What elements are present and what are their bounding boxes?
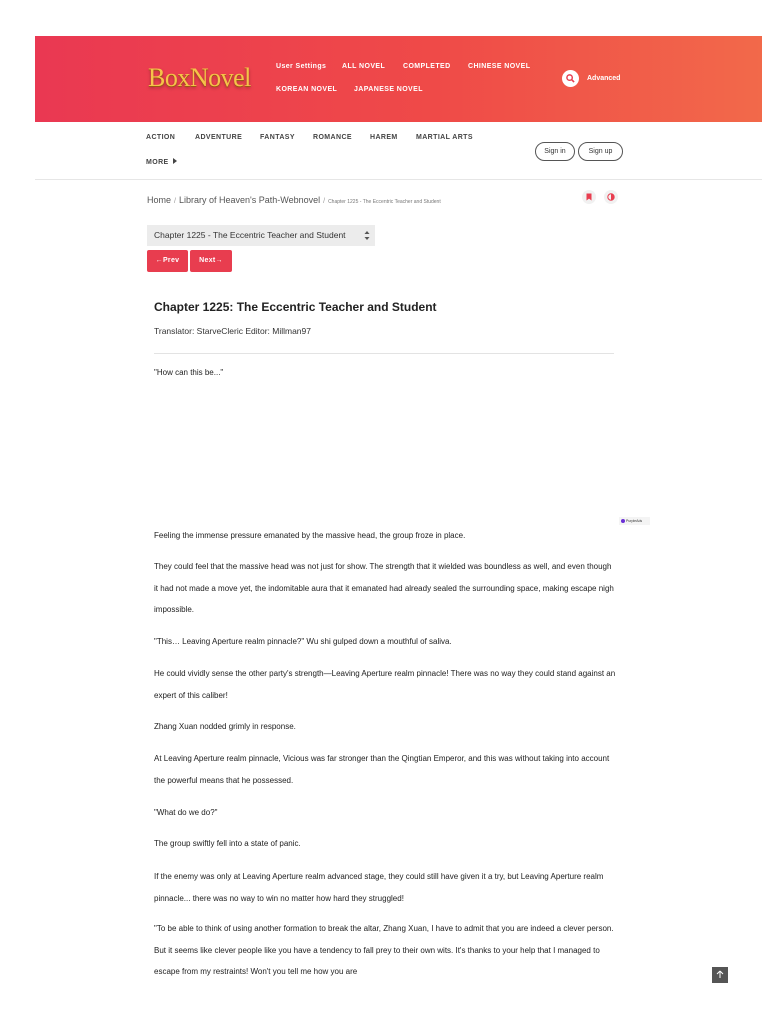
night-mode-toggle[interactable] [604,190,618,204]
breadcrumb-separator: / [323,198,326,205]
chapter-paragraph: If the enemy was only at Leaving Aperture realm advanced stage, they could still have given it a try, but Leaving Aperture realm pinnacle... there was no way to win no matter how hard they struggled! [154,872,604,903]
prev-chapter-button[interactable]: ←Prev [147,250,188,272]
nav-all-novel[interactable]: ALL NOVEL [342,63,386,70]
breadcrumb-separator: / [174,198,176,205]
chapter-title: Chapter 1225: The Eccentric Teacher and Student [154,300,437,314]
genre-more[interactable] [146,158,177,166]
genre-action[interactable]: ACTION [146,134,176,141]
chapter-paragraph: "To be able to think of using another formation to break the altar, Zhang Xuan, I have to admit that you are indeed a clever person. But it seems like clever people like you have a tendency to fall prey to their own wits. It's thanks to your help that I managed to escape from my restraints! Won't you tell me how you are [154,924,614,976]
bookmark-icon [585,193,593,201]
sign-up-button[interactable]: Sign up [578,142,623,161]
arrow-up-icon [716,970,724,979]
contrast-icon [607,193,615,201]
chapter-paragraph: Zhang Xuan nodded grimly in response. [154,722,296,731]
chapter-paragraph: They could feel that the massive head was not just for show. The strength that it wielded was boundless as well, and even though it had not made a move yet, the indomitable aura that it emanated had already sealed the surrounding space, making escape nigh impossible. [154,562,614,614]
search-icon [566,74,575,83]
genre-adventure[interactable]: ADVENTURE [195,134,243,141]
ad-logo-icon [621,519,625,523]
ad-badge[interactable] [619,517,650,525]
site-header [35,36,762,122]
chapter-paragraph: "How can this be..." [154,368,224,377]
chapter-paragraph: Feeling the immense pressure emanated by the massive head, the group froze in place. [154,531,466,540]
chapter-paragraph: The group swiftly fell into a state of panic. [154,839,301,848]
next-chapter-button[interactable]: Next→ [190,250,232,272]
content-divider [154,353,614,354]
select-arrows-icon [363,229,371,242]
ad-badge-label: PurpleAds [626,519,643,523]
chapter-paragraph: He could vividly sense the other party's strength—Leaving Aperture realm pinnacle! There was no way they could stand against an expert of this caliber! [154,669,616,700]
chapter-select-value: Chapter 1225 - The Eccentric Teacher and Student [154,230,346,240]
nav-chinese-novel[interactable]: CHINESE NOVEL [468,63,531,70]
breadcrumb-novel[interactable]: Library of Heaven's Path-Webnovel [178,195,321,205]
chapter-paragraph: "What do we do?" [154,808,218,817]
bookmark-button[interactable] [582,190,596,204]
site-logo[interactable]: BoxNovel [148,63,251,92]
breadcrumb [147,195,441,205]
chapter-paragraph: "This… Leaving Aperture realm pinnacle?" Wu shi gulped down a mouthful of saliva. [154,637,452,646]
caret-right-icon [173,158,177,164]
nav-japanese-novel[interactable]: JAPANESE NOVEL [354,86,423,93]
search-button[interactable] [562,70,579,87]
nav-korean-novel[interactable]: KOREAN NOVEL [276,86,338,93]
nav-completed[interactable]: COMPLETED [403,63,451,70]
advanced-search-link[interactable]: Advanced [587,75,621,82]
chapter-select[interactable] [147,225,375,246]
sign-in-button[interactable]: Sign in [535,142,575,161]
chapter-credits: Translator: StarveCleric Editor: Millman97 [154,326,311,336]
genre-harem[interactable]: HAREM [370,134,398,141]
genre-fantasy[interactable]: FANTASY [260,134,295,141]
breadcrumb-home[interactable]: Home [147,195,172,205]
nav-user-settings[interactable]: User Settings [276,63,327,70]
header-divider [35,179,762,180]
genre-romance[interactable]: ROMANCE [313,134,352,141]
breadcrumb-current: Chapter 1225 - The Eccentric Teacher and Student [328,199,441,205]
genre-martial-arts[interactable]: MARTIAL ARTS [416,134,473,141]
chapter-paragraph: At Leaving Aperture realm pinnacle, Vicious was far stronger than the Qingtian Emperor, and this was without taking into account the powerful means that he possessed. [154,754,610,785]
genre-more-label: MORE [146,159,169,166]
scroll-to-top-button[interactable] [712,967,728,983]
